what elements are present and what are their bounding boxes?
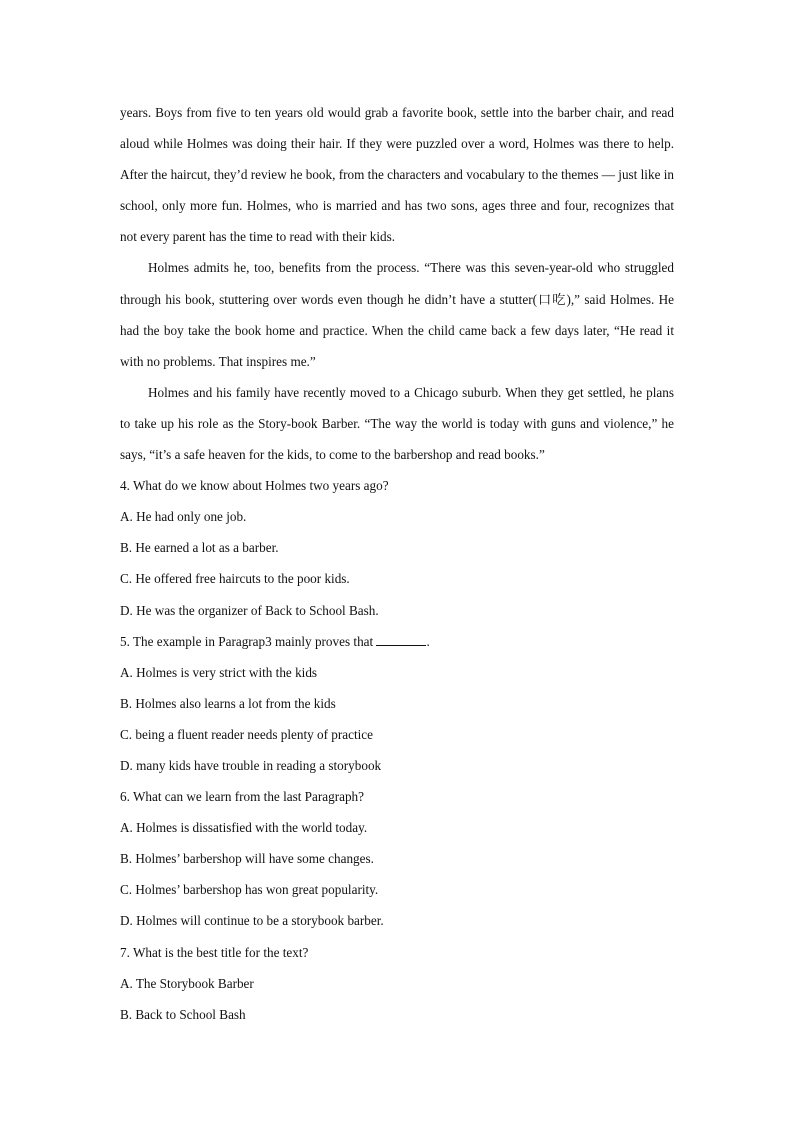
question-stem-end: . bbox=[426, 633, 430, 649]
question-4 bbox=[120, 470, 674, 625]
option-a: A. The Storybook Barber bbox=[120, 975, 254, 991]
document-page bbox=[120, 97, 674, 1030]
option-b: B. Holmes’ barbershop will have some changes. bbox=[120, 851, 374, 867]
option-a: A. Holmes is dissatisfied with the world today. bbox=[120, 820, 368, 836]
option-a: A. He had only one job. bbox=[120, 509, 247, 525]
option-d: D. Holmes will continue to be a storybook barber. bbox=[120, 913, 384, 929]
question-5 bbox=[120, 626, 674, 781]
option-b: B. Holmes also learns a lot from the kids bbox=[120, 695, 336, 711]
option-d: D. He was the organizer of Back to School Bash. bbox=[120, 602, 379, 618]
option-b: B. He earned a lot as a barber. bbox=[120, 540, 279, 556]
option-c: C. He offered free haircuts to the poor kids. bbox=[120, 571, 350, 587]
passage-paragraph-2: Holmes admits he, too, benefits from the process. “There was this seven-year-old who struggled through his book, stuttering over words even though he didn’t have a stutter(口吃),” said Holmes. He had the boy take the book home and practice. When the child came back a few days later, “He read it with no problems. That inspires me.” bbox=[120, 260, 674, 369]
option-b: B. Back to School Bash bbox=[120, 1006, 246, 1022]
question-7 bbox=[120, 937, 674, 1030]
question-stem: 6. What can we learn from the last Paragraph? bbox=[120, 789, 364, 805]
question-stem-text: 5. The example in Paragrap3 mainly proves that bbox=[120, 633, 374, 649]
option-d: D. many kids have trouble in reading a storybook bbox=[120, 757, 382, 773]
option-a: A. Holmes is very strict with the kids bbox=[120, 664, 318, 680]
question-stem bbox=[120, 626, 674, 657]
question-6 bbox=[120, 781, 674, 936]
passage-paragraph-1: years. Boys from five to ten years old would grab a favorite book, settle into the barber chair, and read aloud while Holmes was doing their hair. If they were puzzled over a word, Holmes was there to help. After the haircut, they’d review he book, from the characters and vocabulary to the themes — just like in school, only more fun. Holmes, who is married and has two sons, ages three and four, recognizes that not every parent has the time to read with their kids. bbox=[120, 105, 674, 245]
passage-paragraph-3: Holmes and his family have recently moved to a Chicago suburb. When they get settled, he plans to take up his role as the Story-book Barber. “The way the world is today with guns and violence,” he says, “it’s a safe heaven for the kids, to come to the barbershop and read books.” bbox=[120, 384, 674, 463]
question-stem: 4. What do we know about Holmes two years ago? bbox=[120, 478, 389, 494]
option-c: C. Holmes’ barbershop has won great popularity. bbox=[120, 882, 379, 898]
answer-blank bbox=[376, 644, 426, 646]
option-c: C. being a fluent reader needs plenty of practice bbox=[120, 726, 374, 742]
question-stem: 7. What is the best title for the text? bbox=[120, 944, 309, 960]
